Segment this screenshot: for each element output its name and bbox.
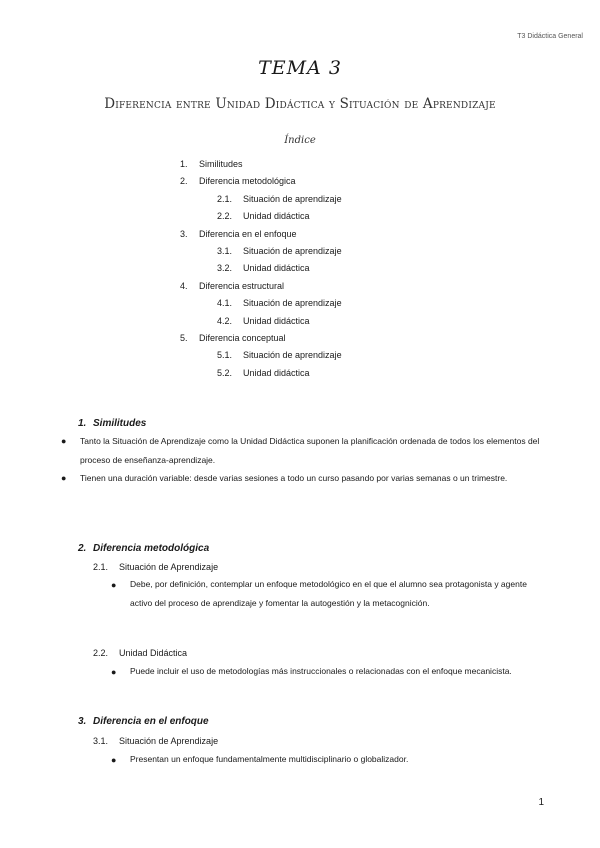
- document-subtitle: Diferencia entre Unidad Didáctica y Situación de Aprendizaje: [104, 96, 496, 112]
- bullet-icon: ●: [111, 580, 117, 590]
- toc-subitem: 3.2. Unidad didáctica: [217, 263, 310, 274]
- section-heading-metodologica: 2. Diferencia metodológica: [78, 543, 210, 554]
- index-title: Índice: [284, 135, 316, 146]
- section-heading-enfoque: 3. Diferencia en el enfoque: [78, 716, 209, 727]
- paragraph: Tanto la Situación de Aprendizaje como la Unidad Didáctica suponen la planificación ordenada de todos los elementos del proceso de enseñanza-aprendizaje.: [80, 436, 540, 465]
- bullet-icon: ●: [61, 473, 67, 483]
- toc-item: 1. Similitudes: [180, 159, 243, 169]
- page-header: T3 Didáctica General: [517, 33, 583, 40]
- section-heading-similitudes: 1. Similitudes: [78, 418, 147, 429]
- paragraph: Puede incluir el uso de metodologías más instruccionales o relacionadas con el enfoque mecanicista.: [130, 666, 512, 676]
- paragraph: Tienen una duración variable: desde varias sesiones a todo un curso pasando por varias semanas o un trimestre.: [80, 473, 508, 483]
- page-number: 1: [538, 797, 544, 808]
- toc-subitem: 5.1. Situación de aprendizaje: [217, 350, 342, 361]
- toc-subitem: 5.2. Unidad didáctica: [217, 367, 310, 378]
- bullet-icon: ●: [61, 436, 67, 446]
- bullet-icon: ●: [111, 755, 117, 765]
- toc-item: 4. Diferencia estructural: [180, 280, 285, 291]
- toc-subitem: 3.1. Situación de aprendizaje: [217, 245, 342, 256]
- table-of-contents: [180, 156, 342, 382]
- toc-item: 3. Diferencia en el enfoque: [180, 228, 297, 239]
- toc-item: 5. Diferencia conceptual: [180, 332, 286, 343]
- toc-item: 2. Diferencia metodológica: [180, 176, 296, 187]
- subsection-heading: 2.2. Unidad Didáctica: [93, 648, 188, 658]
- toc-subitem: 2.1. Situación de aprendizaje: [217, 193, 342, 204]
- toc-subitem: 4.1. Situación de aprendizaje: [217, 298, 342, 309]
- subsection-heading: 2.1. Situación de Aprendizaje: [93, 562, 219, 572]
- bullet-icon: ●: [111, 667, 117, 677]
- paragraph: Presentan un enfoque fundamentalmente multidisciplinario o globalizador.: [130, 754, 409, 764]
- subsection-heading: 3.1. Situación de Aprendizaje: [93, 736, 219, 746]
- toc-subitem: 2.2. Unidad didáctica: [217, 211, 310, 222]
- toc-subitem: 4.2. Unidad didáctica: [217, 315, 310, 326]
- paragraph: Debe, por definición, contemplar un enfoque metodológico en el que el alumno sea protagonista y agente activo del proceso de aprendizaje y fomentar la autogestión y la metacognición.: [130, 579, 527, 608]
- document-title: TEMA 3: [258, 57, 342, 79]
